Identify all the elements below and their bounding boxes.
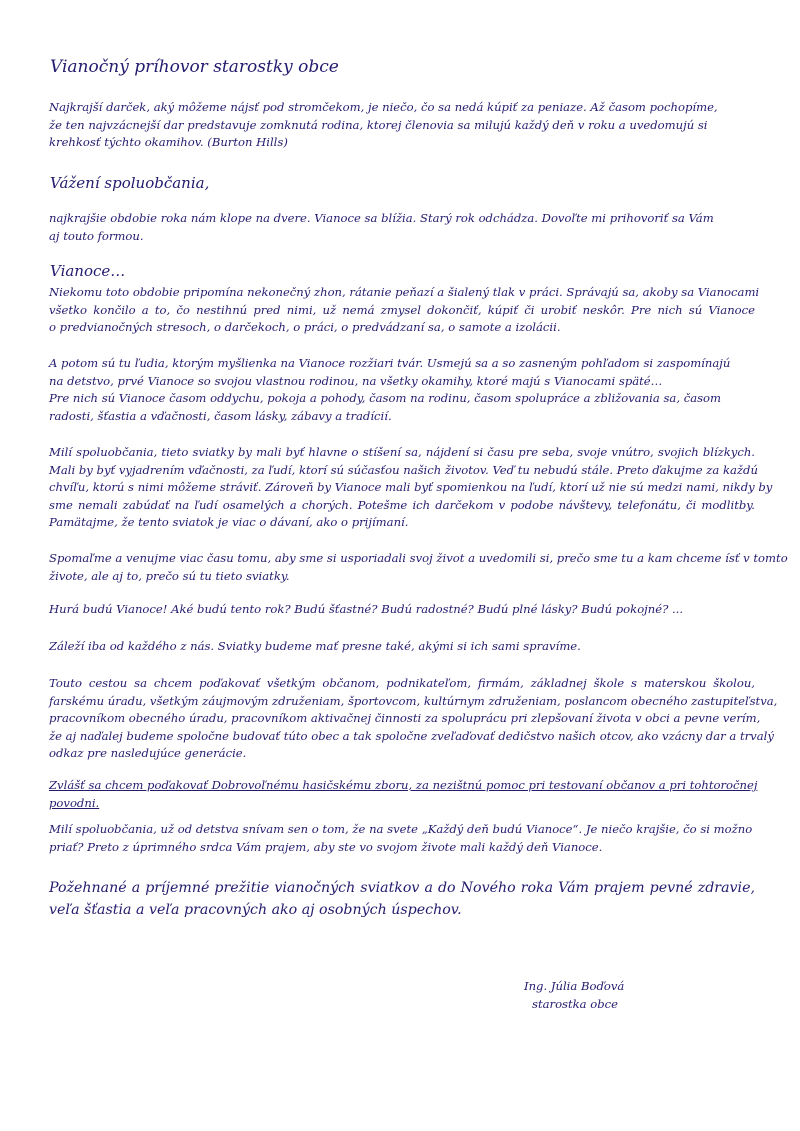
signature-role: starostka obce: [532, 997, 619, 1011]
paragraph-line: na detstvo, prvé Vianoce so svojou vlastnou rodinou, na všetky okamihy, ktoré majú s Vianocami späté…: [49, 373, 663, 388]
paragraph-line: radosti, šťastia a vďačnosti, časom lásky, zábavy a tradícií.: [49, 408, 392, 423]
paragraph-line: že aj naďalej budeme spoločne budovať túto obec a tak spoločne zveľaďovať dedičstvo našich otcov, ako vzácny dar a trvalý: [49, 728, 774, 743]
paragraph-line: Milí spoluobčania, tieto sviatky by mali byť hlavne o stíšení sa, nájdení si času pre seba, svoje vnútro, svojich blízkych.: [49, 445, 755, 459]
paragraph-line: Hurá budú Vianoce! Aké budú tento rok? Budú šťastné? Budú radostné? Budú plné lásky? Budú pokojné? ...: [49, 602, 684, 616]
closing-line: veľa šťastia a veľa pracovných ako aj osobných úspechov.: [49, 902, 462, 918]
signature-name: Ing. Júlia Boďová: [524, 979, 625, 993]
paragraph-line: A potom sú tu ľudia, ktorým myšlienka na Vianoce rozžiari tvár. Usmejú sa a so zasneným pohľadom si zaspomínajú: [49, 356, 731, 370]
closing-wishes: [49, 877, 755, 921]
salutation: Vážení spoluobčania,: [50, 174, 210, 192]
paragraph-line: farskému úradu, všetkým záujmovým združeniam, športovcom, kultúrnym združeniam, poslancom obecného zastupiteľstva,: [49, 693, 778, 708]
paragraph-4: [49, 550, 788, 585]
paragraph-line: Milí spoluobčania, už od detstva snívam sen o tom, že na svete „Každý deň budú Vianoce“. Je niečo krajšie, čo si možno: [49, 822, 753, 836]
intro-line: najkrajšie obdobie roka nám klope na dvere. Vianoce sa blížia. Starý rok odchádza. Dovoľte mi prihovoriť sa Vám: [49, 211, 714, 225]
paragraph-line: Spomaľme a venujme viac času tomu, aby sme si usporiadali svoj život a uvedomili si, prečo sme tu a kam chceme ísť v tomto: [49, 551, 788, 565]
paragraph-line: priať? Preto z úprimného srdca Vám prajem, aby ste vo svojom živote mali každý deň Vianoce.: [49, 839, 603, 854]
paragraph-line: o predvianočných stresoch, o darčekoch, o práci, o predvádzaní sa, o samote a izolácii.: [49, 320, 561, 334]
intro-paragraph: [49, 210, 755, 245]
paragraph-3: [49, 444, 773, 532]
paragraph-8-thanks-firefighters: [49, 777, 758, 812]
paragraph-line: pracovníkom obecného úradu, pracovníkom aktivačnej činnosti za spoluprácu pri zlepšovaní života v obci a pevne verím,: [49, 711, 761, 725]
paragraph-line: živote, ale aj to, prečo sú tu tieto sviatky.: [49, 568, 290, 583]
paragraph-7: [49, 675, 778, 763]
paragraph-line: chvíľu, ktorú s nimi môžeme stráviť. Zároveň by Vianoce mali byť spomienkou na ľudí, ktorí už nie sú medzi nami, nikdy by: [49, 480, 773, 494]
paragraph-line: Zvlášť sa chcem poďakovať Dobrovoľnému hasičskému zboru, za nezištnú pomoc pri testovaní občanov a pri tohtoročnej: [49, 778, 758, 792]
intro-line: aj touto formou.: [49, 228, 144, 243]
page-title: Vianočný príhovor starostky obce: [50, 57, 339, 77]
paragraph-5: [49, 601, 755, 619]
paragraph-6: [49, 638, 755, 656]
paragraph-9: [49, 821, 755, 856]
vianoce-heading: Vianoce…: [50, 262, 126, 280]
quote-line: Najkrajší darček, aký môžeme nájsť pod stromčekom, je niečo, čo sa nedá kúpiť za peniaze. Až časom pochopíme,: [49, 100, 718, 114]
paragraph-line: všetko končilo a to, čo nestihnú pred nimi, už nemá zmysel dokončiť, kúpiť či urobiť neskôr. Pre nich sú Vianoce: [49, 302, 755, 317]
paragraph-line: sme nemali zabúdať na ľudí osamelých a chorých. Potešme ich darčekom v podobe návštevy, telefonátu, či modlitby.: [49, 497, 755, 512]
paragraph-line: Niekomu toto obdobie pripomína nekonečný zhon, rátanie peňazí a šialený tlak v práci. Správajú sa, akoby sa Vianocami: [49, 285, 760, 299]
signature-block: [524, 977, 624, 1013]
quote-line: krehkosť týchto okamihov. (Burton Hills): [49, 135, 288, 149]
paragraph-1: [49, 284, 760, 337]
closing-line: Požehnané a príjemné prežitie vianočných sviatkov a do Nového roka Vám prajem pevné zdravie,: [49, 880, 755, 896]
paragraph-2: [49, 355, 755, 425]
paragraph-line: odkaz pre nasledujúce generácie.: [49, 746, 247, 760]
paragraph-line: Pre nich sú Vianoce časom oddychu, pokoja a pohody, časom na rodinu, časom spolupráce a zbližovania sa, časom: [49, 391, 722, 405]
paragraph-line: Záleží iba od každého z nás. Sviatky budeme mať presne také, akými si ich sami spravíme.: [49, 639, 581, 653]
paragraph-line: Mali by byť vyjadrením vďačnosti, za ľudí, ktorí sú súčasťou našich životov. Veď tu nebudú stále. Preto ďakujme za každú: [49, 462, 758, 477]
paragraph-line: povodni.: [49, 795, 100, 810]
paragraph-line: Pamätajme, že tento sviatok je viac o dávaní, ako o prijímaní.: [49, 515, 409, 529]
opening-quote: [49, 99, 755, 152]
quote-line: že ten najvzácnejší dar predstavuje zomknutá rodina, ktorej členovia sa milujú každý deň v roku a uvedomujú si: [49, 117, 708, 132]
paragraph-line: Touto cestou sa chcem poďakovať všetkým občanom, podnikateľom, firmám, základnej škole s materskou školou,: [49, 676, 755, 690]
